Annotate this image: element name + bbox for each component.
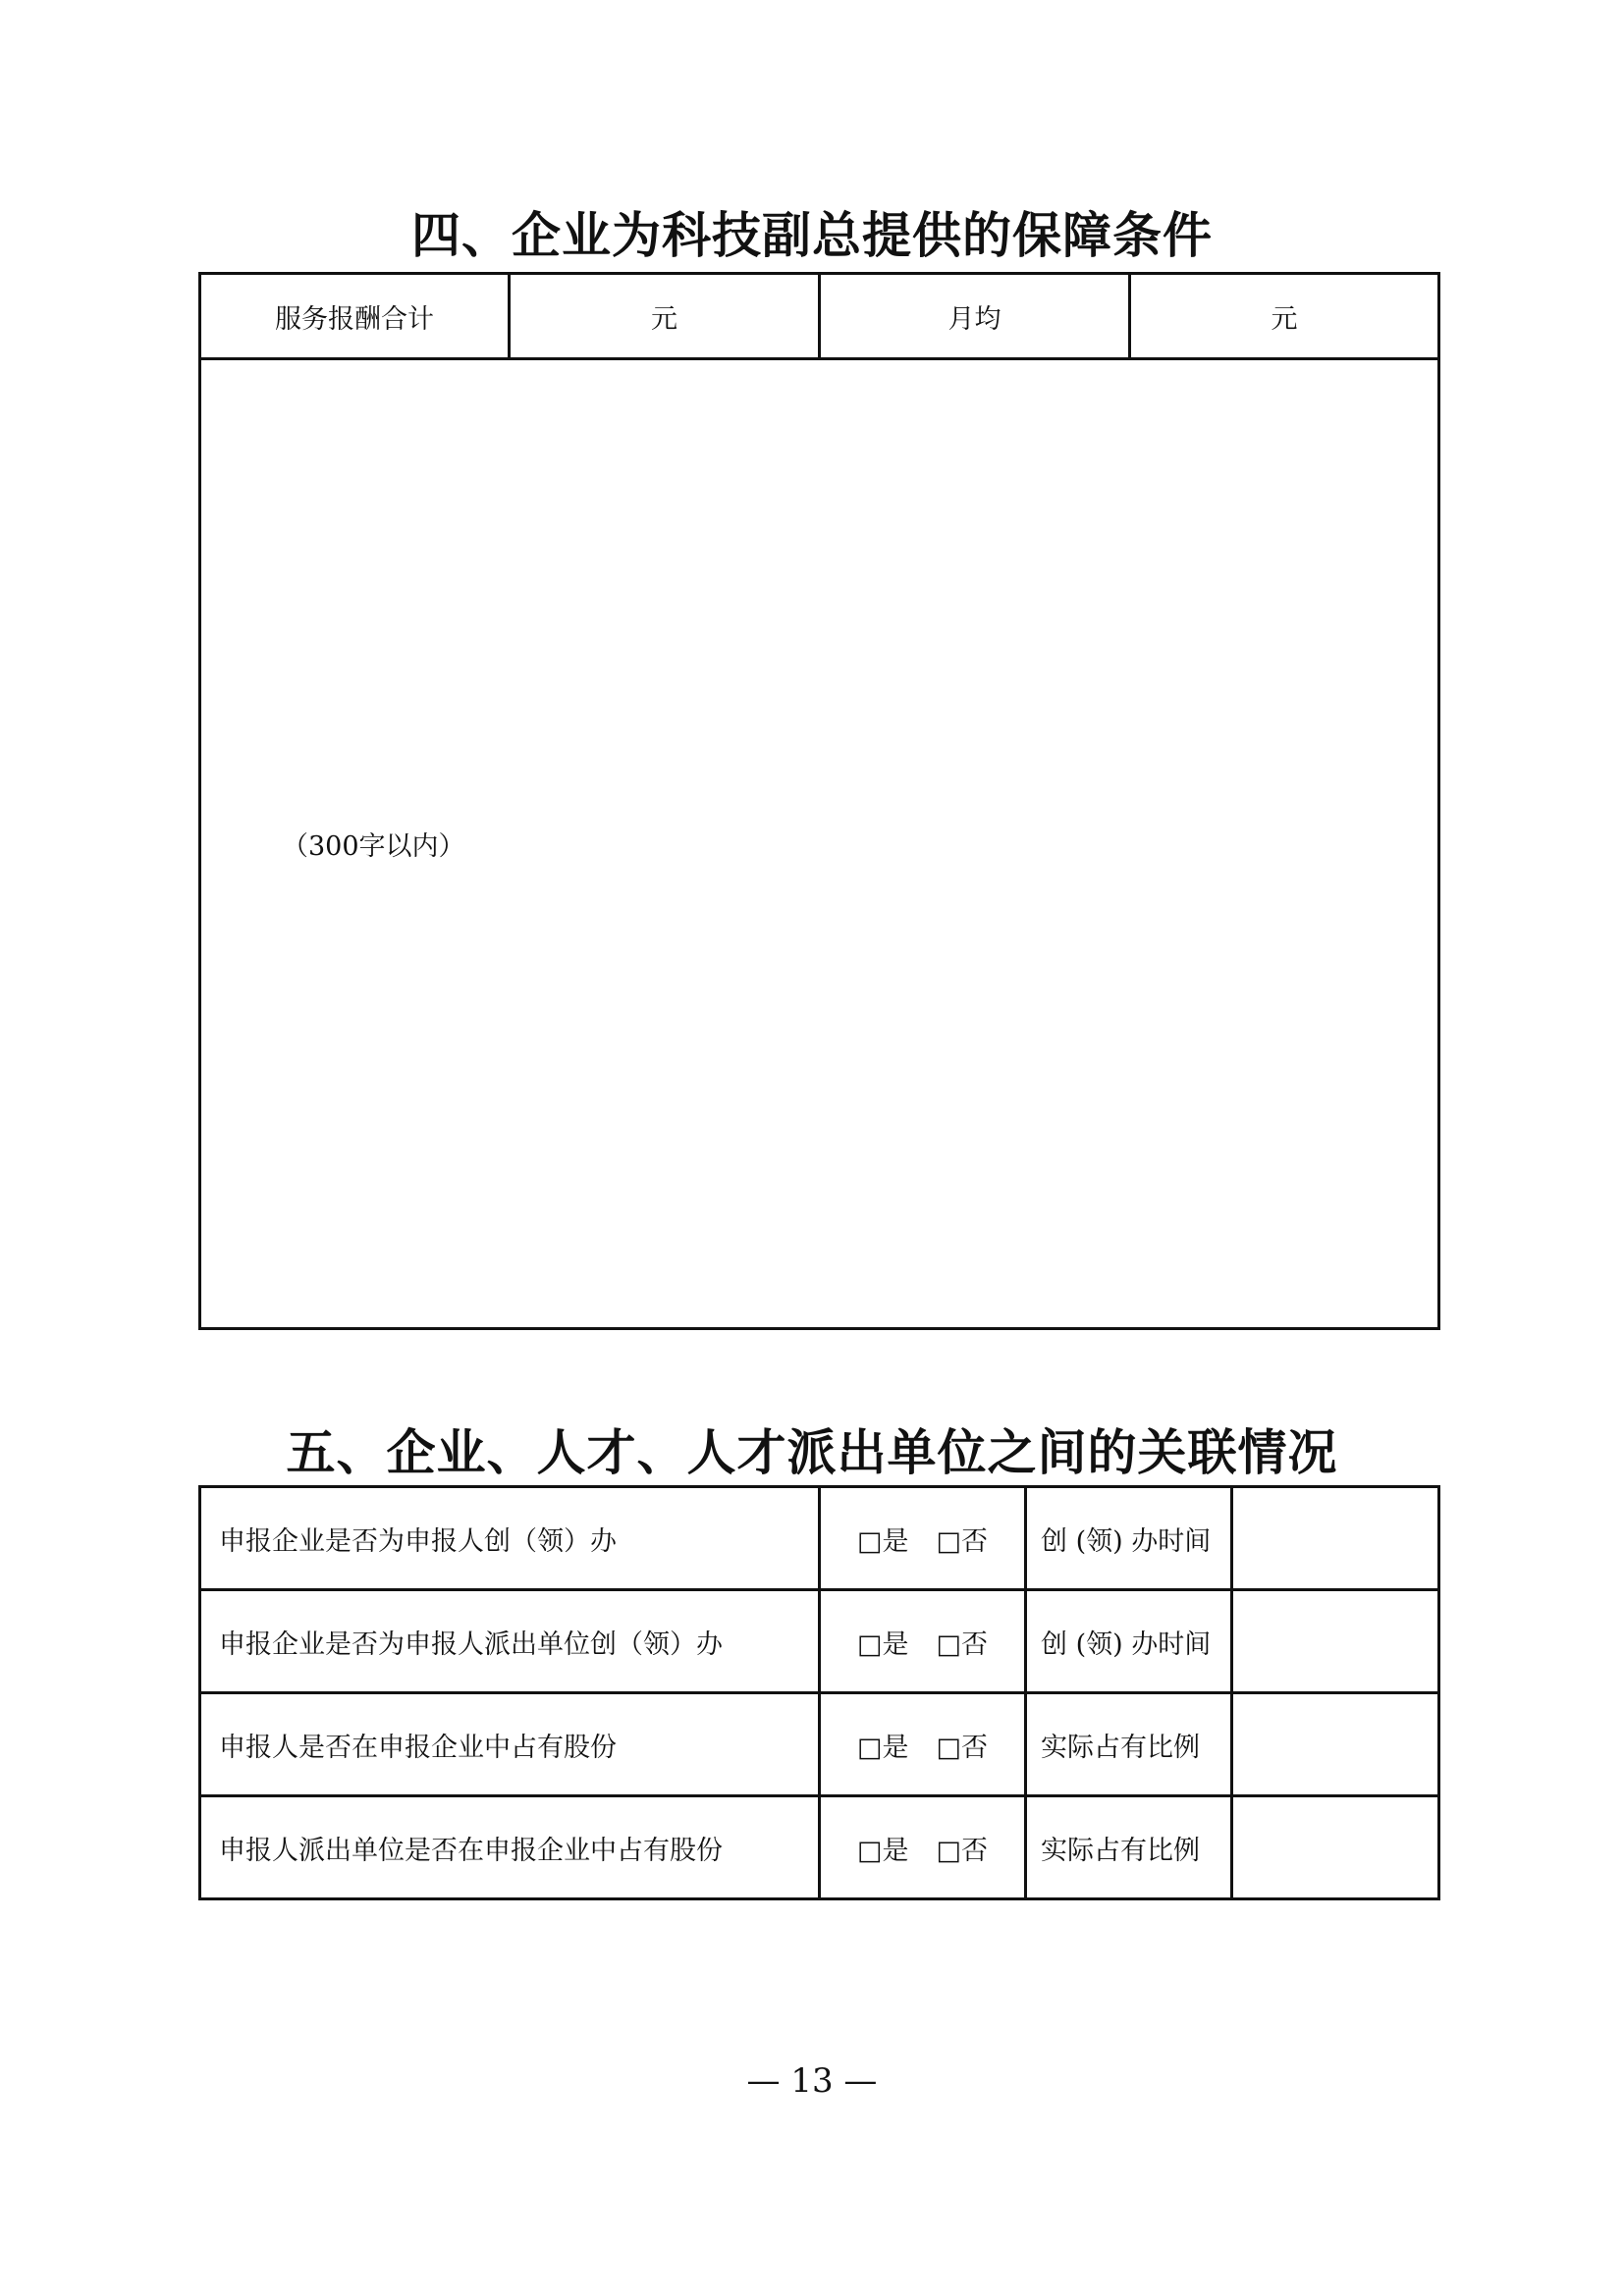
question-cell: 申报企业是否为申报人派出单位创（领）办 <box>200 1590 820 1693</box>
table-row <box>200 359 1439 1329</box>
yes-no-options <box>820 1693 1026 1796</box>
table-row <box>200 274 1439 359</box>
field-label: 实际占有比例 <box>1026 1693 1232 1796</box>
guarantee-description-field[interactable] <box>200 359 1439 1329</box>
question-cell: 申报人派出单位是否在申报企业中占有股份 <box>200 1796 820 1899</box>
no-checkbox[interactable]: □否 <box>936 1525 989 1557</box>
field-label: 实际占有比例 <box>1026 1796 1232 1899</box>
no-checkbox[interactable]: □否 <box>936 1629 989 1660</box>
monthly-average-unit: 元 <box>1130 274 1439 359</box>
field-value[interactable] <box>1232 1693 1439 1796</box>
yes-checkbox[interactable]: □是 <box>856 1629 909 1660</box>
guarantee-conditions-table <box>198 272 1440 1330</box>
section4-title: 四、企业为科技副总提供的保障条件 <box>411 207 1213 264</box>
monthly-average-label: 月均 <box>820 274 1130 359</box>
table-row <box>200 1487 1439 1590</box>
yes-no-options <box>820 1487 1026 1590</box>
remuneration-total-label: 服务报酬合计 <box>200 274 510 359</box>
field-value[interactable] <box>1232 1590 1439 1693</box>
section5-title: 五、企业、人才、人才派出单位之间的关联情况 <box>286 1424 1338 1481</box>
yes-no-options <box>820 1590 1026 1693</box>
table-row <box>200 1796 1439 1899</box>
question-cell: 申报人是否在申报企业中占有股份 <box>200 1693 820 1796</box>
no-checkbox[interactable]: □否 <box>936 1732 989 1763</box>
remuneration-total-unit: 元 <box>510 274 820 359</box>
page-number: — 13 — <box>746 2061 878 2101</box>
field-value[interactable] <box>1232 1796 1439 1899</box>
yes-checkbox[interactable]: □是 <box>856 1732 909 1763</box>
yes-checkbox[interactable]: □是 <box>856 1525 909 1557</box>
table-row <box>200 1590 1439 1693</box>
word-limit-hint: （300字以内） <box>282 831 465 862</box>
yes-no-options <box>820 1796 1026 1899</box>
table-row <box>200 1693 1439 1796</box>
yes-checkbox[interactable]: □是 <box>856 1835 909 1866</box>
field-value[interactable] <box>1232 1487 1439 1590</box>
question-cell: 申报企业是否为申报人创（领）办 <box>200 1487 820 1590</box>
relationship-table <box>198 1485 1440 1900</box>
field-label: 创 (领) 办时间 <box>1026 1487 1232 1590</box>
no-checkbox[interactable]: □否 <box>936 1835 989 1866</box>
field-label: 创 (领) 办时间 <box>1026 1590 1232 1693</box>
